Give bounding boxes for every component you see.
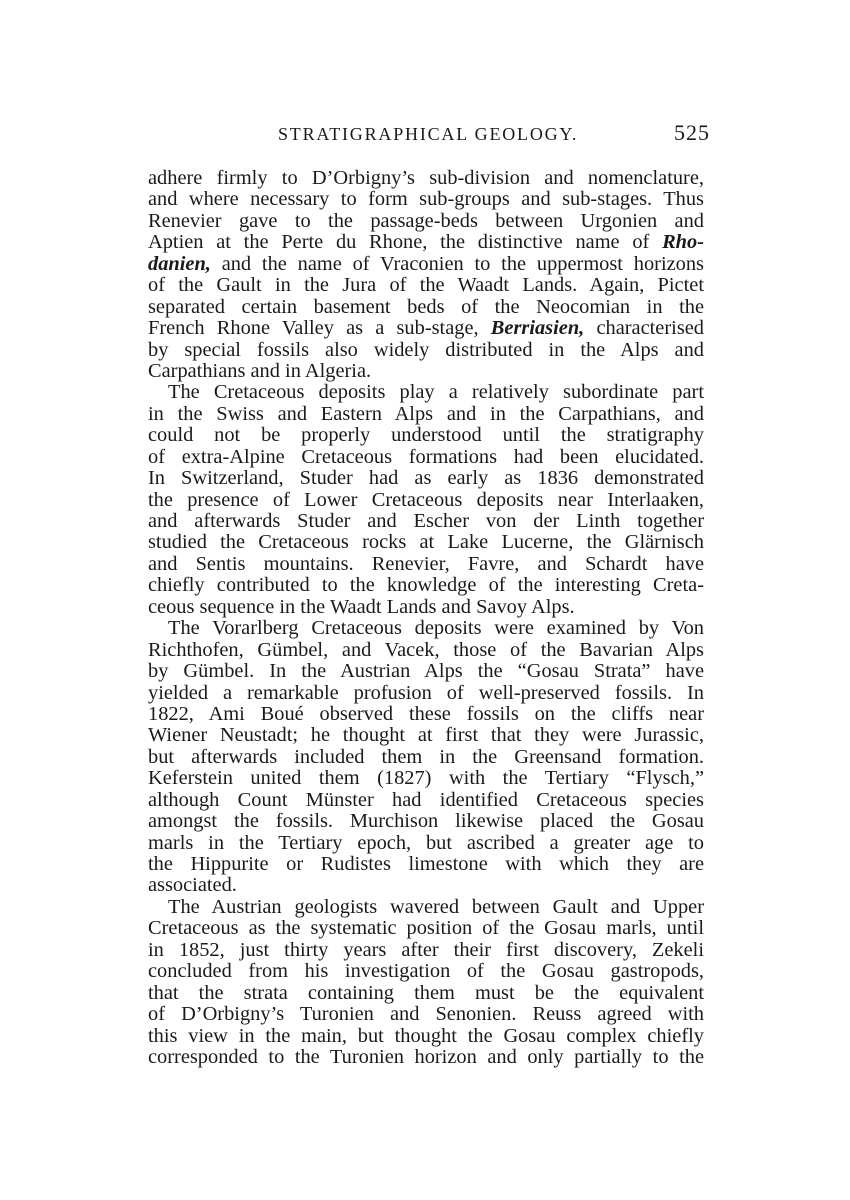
text-line — [148, 875, 704, 896]
running-title: STRATIGRAPHICAL GEOLOGY. — [278, 124, 579, 144]
text-line — [148, 768, 704, 789]
text-line — [148, 597, 704, 618]
text-line — [148, 254, 704, 275]
running-head — [145, 120, 710, 154]
text-segment: associated. — [148, 874, 237, 897]
text-segment: Renevier gave to the passage-beds between Urgonien and — [148, 209, 704, 232]
text-line — [148, 468, 704, 489]
text-line — [148, 382, 704, 403]
text-segment: French Rhone Valley as a sub-stage, — [148, 317, 491, 340]
text-segment: The Austrian geologists wavered between Gault and Upper — [168, 895, 704, 918]
text-segment: Richthofen, Gümbel, and Vacek, those of the Bavarian Alps — [148, 638, 704, 661]
text-segment: In Switzerland, Studer had as early as 1836 demonstrated — [148, 467, 704, 490]
text-segment: Keferstein united them (1827) with the Tertiary “Flysch,” — [148, 767, 704, 790]
text-line — [148, 275, 704, 296]
text-segment: in the Swiss and Eastern Alps and in the Carpathians, and — [148, 402, 704, 425]
text-line — [148, 490, 704, 511]
italic-term: danien, — [148, 252, 211, 275]
text-segment: in 1852, just thirty years after their first discovery, Zekeli — [148, 938, 704, 961]
text-line — [148, 918, 704, 939]
text-segment: of the Gault in the Jura of the Waadt Lands. Again, Pictet — [148, 274, 704, 297]
text-line — [148, 618, 704, 639]
text-segment: the Hippurite or Rudistes limestone with which they are — [148, 853, 704, 875]
text-segment: by Gümbel. In the Austrian Alps the “Gosau Strata” have — [148, 660, 704, 683]
text-line — [148, 961, 704, 982]
text-line — [148, 554, 704, 575]
text-segment: the presence of Lower Cretaceous deposits near Interlaaken, — [148, 488, 704, 511]
text-line — [148, 833, 704, 854]
text-segment: could not be properly understood until the stratigraphy — [148, 424, 704, 447]
text-segment: that the strata containing them must be the equivalent — [148, 981, 704, 1004]
text-segment: but afterwards included them in the Greensand formation. — [148, 745, 704, 768]
text-segment: The Vorarlberg Cretaceous deposits were examined by Von — [168, 617, 704, 640]
text-line — [148, 511, 704, 532]
text-line — [148, 747, 704, 768]
text-line — [148, 683, 704, 704]
text-segment: 1822, Ami Boué observed these fossils on the cliffs near — [148, 702, 704, 725]
text-line — [148, 447, 704, 468]
text-line — [148, 361, 704, 382]
text-segment: characterised — [584, 317, 704, 340]
text-segment: and where necessary to form sub-groups and sub-stages. Thus — [148, 188, 704, 211]
text-segment: The Cretaceous deposits play a relatively subordinate part — [168, 381, 704, 404]
text-segment: Wiener Neustadt; he thought at first that they were Jurassic, — [148, 724, 704, 747]
text-segment: concluded from his investigation of the Gosau gastropods, — [148, 960, 704, 983]
text-segment: chiefly contributed to the knowledge of the interesting Creta- — [148, 574, 704, 597]
text-line — [148, 790, 704, 811]
text-segment: separated certain basement beds of the Neocomian in the — [148, 295, 704, 318]
text-segment: although Count Münster had identified Cretaceous species — [148, 788, 704, 811]
text-segment: marls in the Tertiary epoch, but ascribed a greater age to — [148, 831, 704, 854]
body-text — [148, 168, 704, 1068]
text-line — [148, 897, 704, 918]
text-line — [148, 232, 704, 253]
text-line — [148, 211, 704, 232]
text-line — [148, 725, 704, 746]
text-segment: and Sentis mountains. Renevier, Favre, and Schardt have — [148, 552, 704, 575]
text-segment: and the name of Vraconien to the uppermost horizons — [210, 252, 704, 275]
italic-term: Rho- — [662, 231, 704, 254]
text-line — [148, 168, 704, 189]
text-line — [148, 661, 704, 682]
page-number: 525 — [674, 120, 710, 145]
text-segment: amongst the fossils. Murchison likewise placed the Gosau — [148, 810, 704, 833]
text-line — [148, 318, 704, 339]
text-line — [148, 854, 704, 875]
text-line — [148, 983, 704, 1004]
text-line — [148, 1026, 704, 1047]
text-segment: by special fossils also widely distributed in the Alps and — [148, 338, 704, 361]
text-segment: studied the Cretaceous rocks at Lake Lucerne, the Glärnisch — [148, 531, 704, 554]
text-line — [148, 532, 704, 553]
text-line — [148, 811, 704, 832]
text-line — [148, 340, 704, 361]
text-segment: and afterwards Studer and Escher von der Linth together — [148, 510, 704, 532]
text-segment: corresponded to the Turonien horizon and only partially to the — [148, 1045, 704, 1068]
text-segment: of D’Orbigny’s Turonien and Senonien. Reuss agreed with — [148, 1003, 704, 1026]
text-segment: ceous sequence in the Waadt Lands and Savoy Alps. — [148, 595, 575, 618]
text-line — [148, 640, 704, 661]
italic-term: Berriasien, — [490, 317, 585, 340]
text-line — [148, 940, 704, 961]
text-line — [148, 189, 704, 210]
text-segment: Aptien at the Perte du Rhone, the distinctive name of — [148, 231, 663, 254]
text-segment: adhere firmly to D’Orbigny’s sub-division and nomenclature, — [148, 167, 704, 189]
text-line — [148, 297, 704, 318]
text-line — [148, 1004, 704, 1025]
text-segment: Carpathians and in Algeria. — [148, 359, 372, 382]
text-segment: this view in the main, but thought the Gosau complex chiefly — [148, 1024, 704, 1047]
text-line — [148, 1047, 704, 1068]
text-line — [148, 425, 704, 446]
text-line — [148, 404, 704, 425]
text-line — [148, 704, 704, 725]
text-segment: yielded a remarkable profusion of well-preserved fossils. In — [148, 681, 704, 704]
text-segment: of extra-Alpine Cretaceous formations had been elucidated. — [148, 445, 704, 468]
text-segment: Cretaceous as the systematic position of the Gosau marls, until — [148, 917, 704, 940]
text-line — [148, 575, 704, 596]
